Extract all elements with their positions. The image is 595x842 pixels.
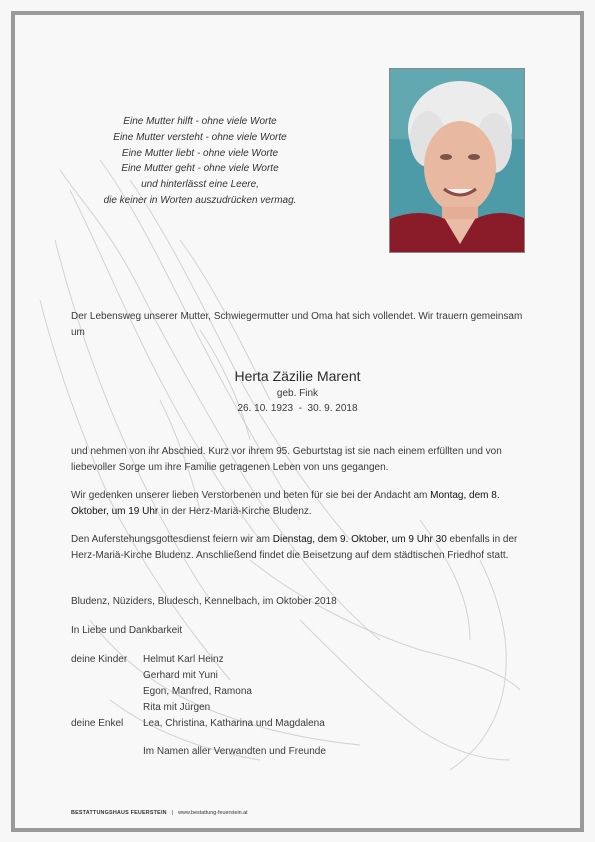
- prayer-paragraph: [71, 488, 526, 520]
- prayer-text: Wir gedenken unserer lieben Verstorbenen und beten für sie bei der Andacht am: [71, 490, 431, 501]
- children-label: deine Kinder: [71, 654, 128, 665]
- prayer-place: in der Herz-Mariä-Kirche Bludenz.: [158, 506, 312, 517]
- intro-text: Der Lebensweg unserer Mutter, Schwiegermutter und Oma hat sich vollendet. Wir trauern gemeinsam um: [71, 311, 523, 338]
- poem-line: und hinterlässt eine Leere,: [141, 179, 259, 191]
- poem-line: die keiner in Worten auszudrücken vermag.: [103, 194, 297, 206]
- life-dates: 26. 10. 1923 - 30. 9. 2018: [237, 403, 358, 414]
- poem-line: Eine Mutter liebt - ohne viele Worte: [121, 147, 279, 159]
- farewell-paragraph: und nehmen von ihr Abschied. Kurz vor ihrem 95. Geburtstag ist sie nach einem erfüllten und von liebevoller Sorge um ihre Familie getragenen Leben von uns gegangen.: [71, 446, 502, 473]
- funeral-date: Dienstag, dem 9. Oktober, um 9 Uhr 30: [272, 534, 447, 545]
- funeral-home-name: BESTATTUNGSHAUS FEUERSTEIN: [71, 810, 167, 816]
- funeral-paragraph: [71, 532, 526, 564]
- place-date: Bludenz, Nüziders, Bludesch, Kennelbach, im Oktober 2018: [71, 596, 337, 607]
- footer: [71, 810, 248, 816]
- poem-line: Eine Mutter geht - ohne viele Worte: [121, 163, 279, 175]
- maiden-name: geb. Fink: [276, 388, 319, 399]
- prayer-date: Montag, dem 8. Oktober, um 19 Uhr: [71, 490, 500, 517]
- child-name: Egon, Manfred, Ramona: [143, 686, 252, 697]
- portrait-photo: [389, 68, 525, 253]
- closing-line: In Liebe und Dankbarkeit: [71, 625, 183, 636]
- poem: [80, 114, 320, 209]
- grandchildren-label: deine Enkel: [71, 718, 124, 729]
- poem-line: Eine Mutter versteht - ohne viele Worte: [113, 131, 287, 143]
- poem-line: Eine Mutter hilft - ohne viele Worte: [123, 116, 277, 127]
- child-name: Helmut Karl Heinz: [143, 654, 224, 665]
- funeral-place: ebenfalls in der Herz-Mariä-Kirche Bludenz. Anschließend findet die Beisetzung auf dem städtischen Friedhof statt.: [71, 534, 518, 561]
- funeral-text: Den Auferstehungsgottesdienst feiern wir am: [71, 534, 273, 545]
- deceased-name: Herta Zäzilie Marent: [234, 368, 361, 384]
- grandchildren-names: Lea, Christina, Katharina und Magdalena: [143, 718, 325, 729]
- footer-separator: |: [171, 810, 174, 816]
- child-name: Rita mit Jürgen: [143, 702, 211, 713]
- website-link[interactable]: www.bestattung-feuerstein.at: [178, 810, 248, 816]
- deceased-block: [200, 366, 395, 416]
- relatives-line: Im Namen aller Verwandten und Freunde: [143, 746, 326, 757]
- child-name: Gerhard mit Yuni: [143, 670, 218, 681]
